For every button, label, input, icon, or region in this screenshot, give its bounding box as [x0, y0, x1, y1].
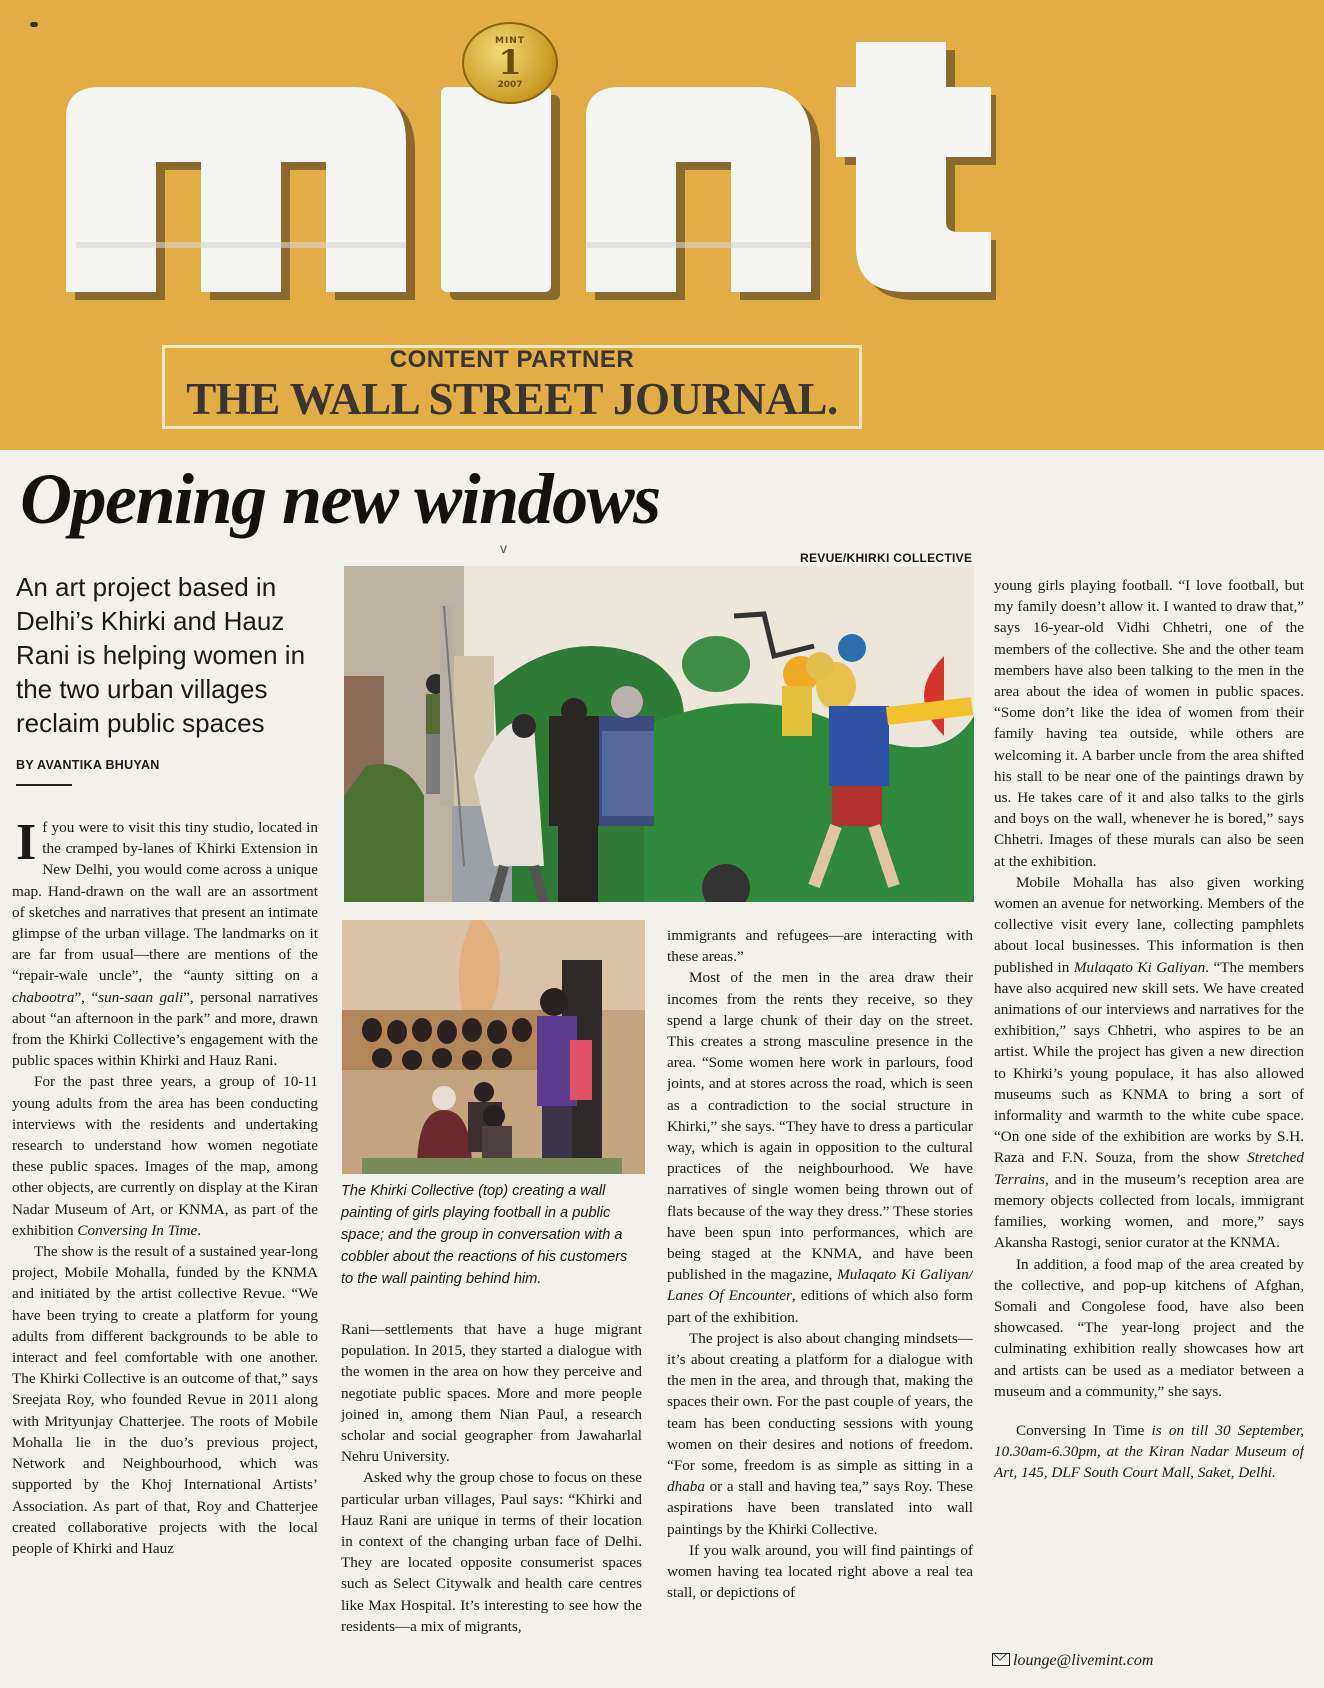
- article-headline: Opening new windows: [20, 459, 660, 539]
- mural-photo: [344, 566, 974, 902]
- paragraph: In addition, a food map of the area created by the collective, and pop-up kitchens of Afghan, Somali and Congolese food, have also been showcased. “The year-long project and the culminating exhibition really showcases how art and artists can be used as a mediator between a museum and a community,” she says.: [994, 1255, 1304, 1400]
- photo-caption: The Khirki Collective (top) creating a wall painting of girls playing football in a public space; and the group in conversation with a cobbler about the reactions of his customers to the wall painting behind him.: [341, 1183, 628, 1287]
- paragraph: Asked why the group chose to focus on these particular urban villages, Paul says: “Khirki and Hauz Rani are unique in terms of their location in context of the changing urban face of Delhi. They are located opposite consumerist spaces such as Select Citywalk and health care centres like Max Hospital. It’s interesting to see how the residents—a mix of migrants,: [341, 1469, 642, 1635]
- paragraph: If you were to visit this tiny studio, located in the cramped by-lanes of Khirki Extension in New Delhi, you would come across a unique map. Hand-drawn on the wall are an assortment of sketches and narratives that present an intimate glimpse of the urban village. The landmarks on it are far from usual—there are mentions of the “repair-wale uncle”, the “aunty sitting on a chabootra”, “sun-saan gali”, personal narratives about “an afternoon in the park” and more, drawn from the Khirki Collective’s engagement with the public spaces within Khirki and Hauz Rani.: [12, 817, 318, 1070]
- coin-year: 2007: [497, 80, 523, 90]
- stray-mark: v: [500, 540, 507, 556]
- article-deck: An art project based in Delhi’s Khirki and Hauz Rani is helping women in the two urban villages reclaim public spaces: [16, 572, 306, 738]
- paragraph: Rani—settlements that have a huge migrant population. In 2015, they started a dialogue with the women in the area on how they perceive and negotiate public spaces. More and more people joined in, among them Nian Paul, a research scholar and social geographer from Jawaharlal Nehru University.: [341, 1321, 642, 1466]
- masthead: [0, 0, 1324, 450]
- exhibition-info: Conversing In Time is on till 30 September, 10.30am-6.30pm, at the Kiran Nadar Museum of Art, 145, DLF South Court Mall, Saket, Delhi.: [994, 1421, 1304, 1482]
- paragraph: The show is the result of a sustained year-long project, Mobile Mohalla, funded by the KNMA and initiated by the artist collective Revue. “We have been trying to create a platform for young adults from different backgrounds to be able to interact and feel comfortable with one another. The Khirki Collective is an outcome of that,” says Sreejata Roy, who founded Revue in 2011 along with Mrityunjay Chatterjee. The roots of Mobile Mohalla lie in the duo’s previous project, Network and Neighbourhood, which was supported by the Khoj International Artists’ Association. As part of that, Roy and Chatterjee created collaborative projects with the local people of Khirki and Hauz: [12, 1243, 318, 1557]
- corner-mark: [30, 22, 38, 27]
- paragraph: immigrants and refugees—are interacting with these areas.”: [667, 927, 973, 966]
- paragraph: young girls playing football. “I love football, but my family doesn’t allow it. I wanted to draw that,” says 16-year-old Vidhi Chhetri, one of the members of the collective. She and the other team members have also been talking to the men in the area about the idea of women in public spaces. “Some don’t like the idea of women from their family having tea outside, while others are welcoming it. A barber uncle from the area shifted his stall to be near one of the paintings drawn by us. He takes care of it and also talks to the girls and boys on the wall, whenever he is bored,” says Chhetri. Images of these murals can also be seen at the exhibition.: [994, 577, 1304, 870]
- paragraph: Mobile Mohalla has also given working women an avenue for networking. Members of the collective visit every lane, collecting pamphlets about local businesses. This information is then published in Mulaqato Ki Galiyan. “The members have also acquired new skill sets. We have created animations of our interviews and narratives for the exhibition,” says Chhetri, who aspires to be an artist. While the project has given a new direction to Khirki’s young populace, it has also allowed museums such as KNMA to bring a sort of informality and warmth to the white cube space. “On one side of the exhibition are works by S.H. Raza and F.N. Souza, from the show Stretched Terrains, and in the museum’s reception area are memory objects collected from locals, immigrant families, working women, and more,” says Akansha Rastogi, senior curator at the KNMA.: [994, 873, 1304, 1252]
- contact-email[interactable]: [992, 1652, 1153, 1670]
- paragraph: The project is also about changing mindsets—it’s about creating a platform for a dialogue with the men in the area, and through that, making the spaces their own. For the past couple of years, the team has been conducting sessions with young women on their desires and notions of freedom. “For some, freedom is as simple as sitting in a dhaba or a stall and having tea,” says Roy. These aspirations have been translated into wall paintings by the Khirki Collective.: [667, 1329, 973, 1538]
- coin-top-text: MINT: [495, 36, 525, 46]
- paragraph: Most of the men in the area draw their incomes from the rents they receive, so they spend a large chunk of their day on the street. This creates a strong masculine presence in the area. “Some women here work in parlours, food joints, and at stores across the road, which is seen as a contradiction to the social structure in Khirki,” she says. “They have to dress a particular way, which is again in opposition to the cultural practices of the neighbourhood. We have narratives of single women being thrown out of flats because of the way they dress.” These stories have been spun into performances, which are being staged at the KNMA, and have been published in the magazine, Mulaqato Ki Galiyan/ Lanes Of Encounter, editions of which also form part of the exhibition.: [667, 969, 973, 1326]
- content-partner-label: CONTENT PARTNER: [389, 346, 635, 373]
- drop-cap: I: [16, 817, 37, 871]
- email-address[interactable]: lounge@livemint.com: [1013, 1652, 1154, 1669]
- wsj-name: THE WALL STREET JOURNAL.: [186, 374, 838, 424]
- coin-number: 1: [498, 43, 522, 83]
- paragraph: For the past three years, a group of 10-11 young adults from the area has been conducting interviews with the residents and undertaking research to understand how women negotiate these public spaces. Images of the map, among other objects, are currently on display at the Kiran Nadar Museum of Art, or KNMA, as part of the exhibition Conversing In Time.: [12, 1073, 318, 1239]
- content-partner-box: [162, 345, 862, 429]
- cobbler-photo: [342, 920, 645, 1174]
- article-column-3: [667, 925, 973, 1681]
- article-column-2: [341, 1319, 642, 1681]
- paragraph: If you walk around, you will find paintings of women having tea located right above a real tea stall, or depictions of: [667, 1541, 973, 1602]
- byline-rule: [16, 784, 72, 786]
- photo-credit: REVUE/KHIRKI COLLECTIVE: [800, 551, 973, 565]
- article-column-1: [12, 817, 318, 1679]
- article-column-4: [994, 575, 1304, 1595]
- envelope-icon: [992, 1653, 1010, 1666]
- byline: BY AVANTIKA BHUYAN: [16, 758, 160, 772]
- mint-coin-emblem: [462, 22, 558, 104]
